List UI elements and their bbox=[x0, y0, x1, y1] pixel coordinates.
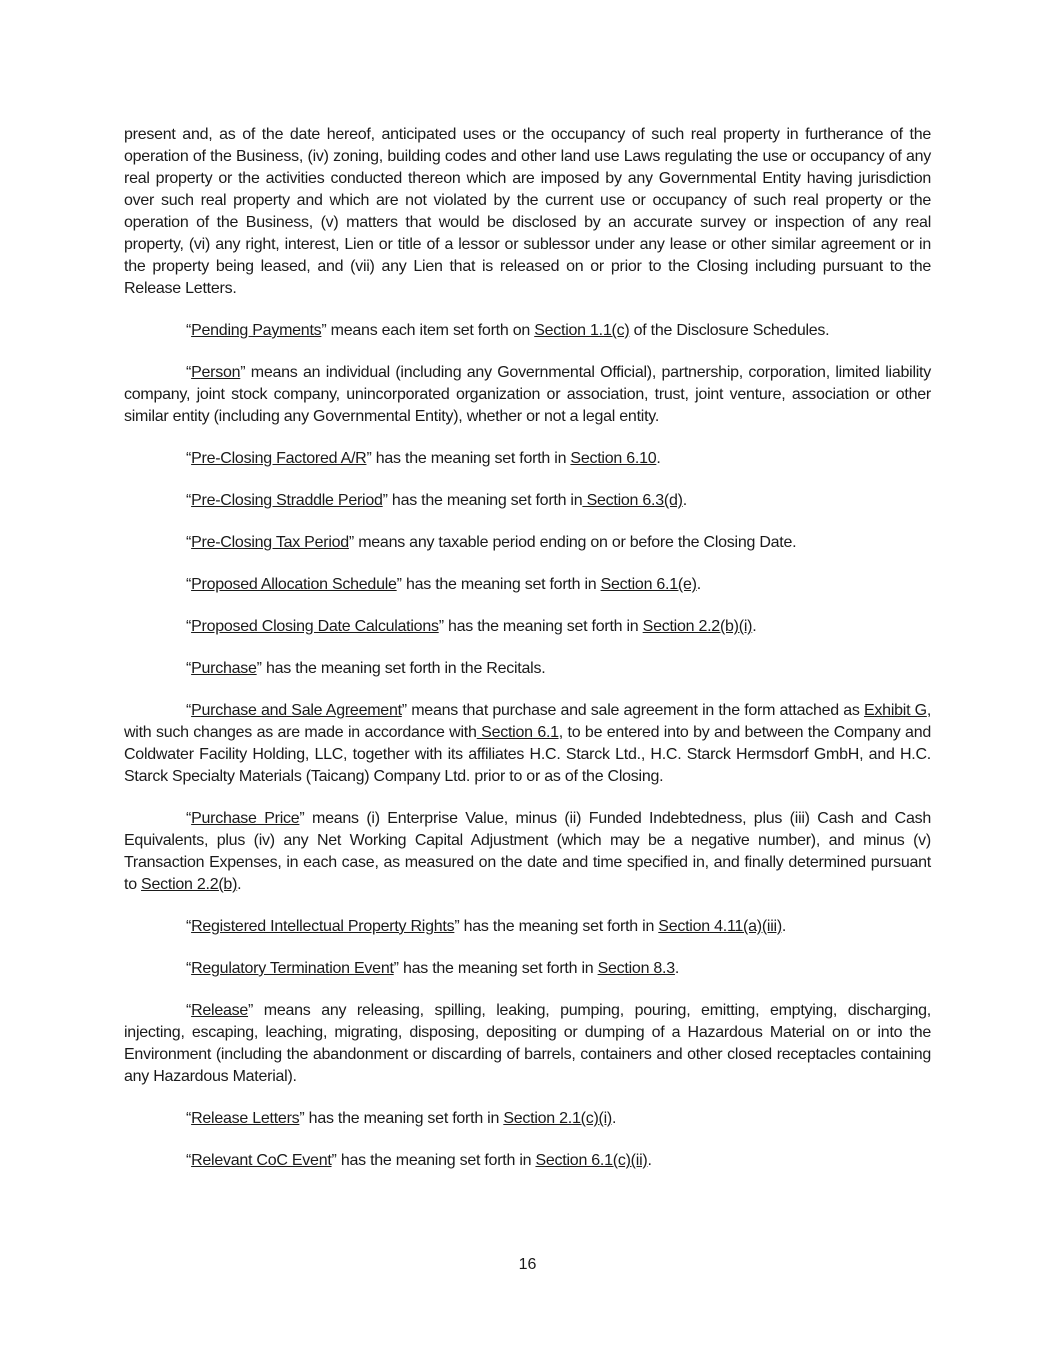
definition-paragraph bbox=[124, 532, 931, 554]
paragraph-text: ” has the meaning set forth in bbox=[393, 960, 598, 977]
paragraph-text: ” means that purchase and sale agreement in the form attached as bbox=[401, 702, 864, 719]
definition-paragraph bbox=[124, 616, 931, 638]
definition-paragraph bbox=[124, 1000, 931, 1088]
underlined-term: Registered Intellectual Property Rights bbox=[191, 918, 455, 935]
definition-paragraph bbox=[124, 700, 931, 788]
paragraph-text: . bbox=[696, 576, 701, 593]
paragraph-text: ” has the meaning set forth in bbox=[299, 1110, 504, 1127]
underlined-term: Section 6.3(d) bbox=[582, 492, 683, 509]
paragraph-text: “ bbox=[186, 660, 192, 677]
paragraph-text: present and, as of the date hereof, anticipated uses or the occupancy of such real property in furtherance of the operation of the Business, (iv) zoning, building codes and other land use Laws regulating the use or occupancy of any real property or the activities conducted thereon which are imposed by any Governmental Entity having jurisdiction over such real property and which are not violated by the current use or occupancy of such real property or the operation of the Business, (v) matters that would be disclosed by an accurate survey or inspection of any real property, (vi) any right, interest, Lien or title of a lessor or sublessor under any lease or other similar agreement or in the property being leased, and (vii) any Lien that is released on or prior to the Closing including pursuant to the Release Letters. bbox=[124, 126, 931, 297]
paragraph-text: “ bbox=[186, 1002, 192, 1019]
paragraph-text: ” has the meaning set forth in bbox=[366, 450, 571, 467]
paragraph-text: . bbox=[674, 960, 680, 977]
paragraph-text: ” has the meaning set forth in bbox=[382, 492, 583, 509]
paragraph-text: . bbox=[647, 1152, 652, 1169]
paragraph-text: . bbox=[682, 492, 687, 509]
underlined-term: Section 4.11(a)(iii) bbox=[658, 918, 782, 935]
underlined-term: Section 1.1(c) bbox=[534, 322, 630, 339]
underlined-term: Pending Payments bbox=[191, 322, 322, 339]
paragraph-text: “ bbox=[186, 1110, 192, 1127]
paragraph-text: “ bbox=[186, 810, 192, 827]
definition-paragraph bbox=[124, 362, 931, 428]
paragraph-text: ” has the meaning set forth in bbox=[396, 576, 601, 593]
paragraph-text: “ bbox=[186, 322, 192, 339]
definition-paragraph bbox=[124, 320, 931, 342]
paragraph-text: “ bbox=[186, 618, 192, 635]
paragraph-text: of the Disclosure Schedules. bbox=[629, 322, 830, 339]
underlined-term: Section 6.1, bbox=[476, 724, 564, 741]
underlined-term: Proposed Allocation Schedule bbox=[191, 576, 397, 593]
paragraph-text: “ bbox=[186, 918, 192, 935]
underlined-term: Section 2.2(b)(i) bbox=[642, 618, 753, 635]
underlined-term: Section 2.1(c)(i) bbox=[503, 1110, 612, 1127]
definition-paragraph bbox=[124, 1150, 931, 1172]
underlined-term: Section 2.2(b) bbox=[141, 876, 238, 893]
underlined-term: Purchase and Sale Agreement bbox=[191, 702, 402, 719]
underlined-term: Pre-Closing Factored A/R bbox=[191, 450, 367, 467]
underlined-term: Purchase bbox=[191, 660, 257, 677]
continued-paragraph bbox=[124, 124, 931, 300]
underlined-term: Relevant CoC Event bbox=[191, 1152, 332, 1169]
paragraph-text: ” has the meaning set forth in bbox=[454, 918, 659, 935]
definitions-list bbox=[124, 124, 931, 1172]
underlined-term: Regulatory Termination Event bbox=[191, 960, 394, 977]
underlined-term: Pre-Closing Tax Period bbox=[191, 534, 349, 551]
paragraph-text: , with such changes as are made in accordance with bbox=[124, 702, 932, 741]
paragraph-text: “ bbox=[186, 364, 192, 381]
definition-paragraph bbox=[124, 808, 931, 896]
paragraph-text: “ bbox=[186, 576, 192, 593]
paragraph-text: . bbox=[237, 876, 242, 893]
underlined-term: Release Letters bbox=[191, 1110, 300, 1127]
definition-paragraph bbox=[124, 958, 931, 980]
definition-paragraph bbox=[124, 448, 931, 470]
paragraph-text: “ bbox=[186, 534, 192, 551]
underlined-term: Purchase Price bbox=[191, 810, 300, 827]
underlined-term: Section 6.10 bbox=[570, 450, 657, 467]
definition-paragraph bbox=[124, 916, 931, 938]
paragraph-text: “ bbox=[186, 492, 192, 509]
definition-paragraph bbox=[124, 1108, 931, 1130]
paragraph-text: . bbox=[781, 918, 787, 935]
definition-paragraph bbox=[124, 490, 931, 512]
underlined-term: Pre-Closing Straddle Period bbox=[191, 492, 383, 509]
paragraph-text: ” means (i) Enterprise Value, minus (ii) Funded Indebtedness, plus (iii) Cash and Cash Equivalents, plus (iv) any Net Working Capital Adjustment (which may be a negative number), and minus (v) Transaction Expenses, in each case, as measured on the date and time specified in, and finally determined pursuant to bbox=[124, 810, 931, 893]
paragraph-text: ” has the meaning set forth in bbox=[331, 1152, 536, 1169]
paragraph-text: ” means any releasing, spilling, leaking, pumping, pouring, emitting, emptying, discharging, injecting, escaping, leaching, migrating, disposing, depositing or dumping of a Hazardous Material on or into the Environment (including the abandonment or discarding of barrels, containers and other closed receptacles containing any Hazardous Material). bbox=[124, 1002, 931, 1085]
paragraph-text: ” means any taxable period ending on or before the Closing Date. bbox=[348, 534, 797, 551]
underlined-term: Exhibit G bbox=[864, 702, 927, 719]
underlined-term: Release bbox=[191, 1002, 249, 1019]
definition-paragraph bbox=[124, 658, 931, 680]
paragraph-text: ” means each item set forth on bbox=[321, 322, 535, 339]
underlined-term: Proposed Closing Date Calculations bbox=[191, 618, 439, 635]
paragraph-text: ” means an individual (including any Governmental Official), partnership, corporation, limited liability company, joint stock company, unincorporated organization or association, trust, joint venture, association or other similar entity (including any Governmental Entity), whether or not a legal entity. bbox=[124, 364, 931, 425]
underlined-term: Section 8.3 bbox=[597, 960, 675, 977]
underlined-term: Section 6.1(e) bbox=[600, 576, 697, 593]
paragraph-text: “ bbox=[186, 702, 192, 719]
paragraph-text: “ bbox=[186, 450, 192, 467]
underlined-term: Section 6.1(c)(ii) bbox=[535, 1152, 648, 1169]
page-number: 16 bbox=[518, 1256, 537, 1273]
paragraph-text: ” has the meaning set forth in bbox=[438, 618, 643, 635]
paragraph-text: to be entered into by and between the Company and Coldwater Facility Holding, LLC, together with its affiliates H.C. Starck Ltd., H.C. Starck Hermsdorf GmbH, and H.C. Starck Specialty Materials (Taicang) Company Ltd. prior to or as of the Closing. bbox=[124, 724, 932, 785]
paragraph-text: ” has the meaning set forth in the Recitals. bbox=[256, 660, 546, 677]
paragraph-text: . bbox=[752, 618, 757, 635]
paragraph-text: . bbox=[611, 1110, 617, 1127]
paragraph-text: “ bbox=[186, 960, 192, 977]
paragraph-text: . bbox=[656, 450, 661, 467]
paragraph-text: “ bbox=[186, 1152, 192, 1169]
definition-paragraph bbox=[124, 574, 931, 596]
document-page bbox=[124, 124, 931, 1192]
underlined-term: Person bbox=[191, 364, 241, 381]
